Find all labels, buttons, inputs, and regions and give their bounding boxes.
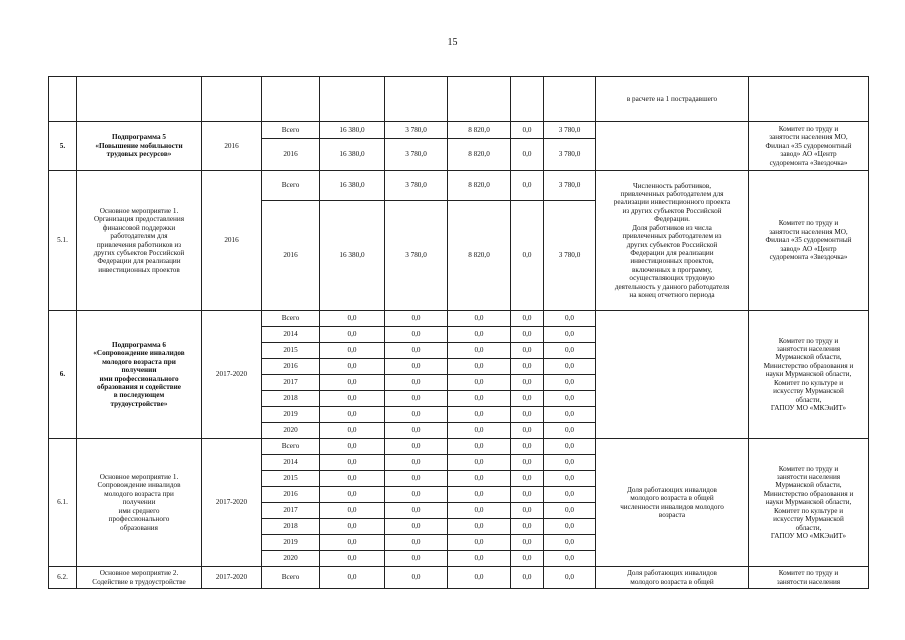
cell-col3: 0,0 bbox=[448, 551, 511, 567]
cell-col2: 0,0 bbox=[385, 535, 448, 551]
cell-total: 0,0 bbox=[320, 359, 385, 375]
cell-col2: 0,0 bbox=[385, 471, 448, 487]
cell-index: 6. bbox=[49, 311, 77, 439]
cell-executor: Комитет по труду и занятости населения bbox=[749, 567, 869, 589]
cell-executor: Комитет по труду и занятости населения МО, Филиал «35 судоремонтный завод» АО «Центр судоремонта «Звездочка» bbox=[749, 171, 869, 311]
cell-col5: 0,0 bbox=[544, 455, 596, 471]
cell-total: 0,0 bbox=[320, 439, 385, 455]
cell-total bbox=[320, 77, 385, 122]
cell-year: 2017 bbox=[262, 375, 320, 391]
cell-year bbox=[262, 77, 320, 122]
cell-col5: 0,0 bbox=[544, 391, 596, 407]
cell-indicator: Доля работающих инвалидов молодого возраста в общей bbox=[596, 567, 749, 589]
cell-index: 5.1. bbox=[49, 171, 77, 311]
cell-year: 2015 bbox=[262, 471, 320, 487]
cell-col5: 0,0 bbox=[544, 327, 596, 343]
cell-col4: 0,0 bbox=[511, 455, 544, 471]
cell-col3: 0,0 bbox=[448, 327, 511, 343]
cell-col3: 0,0 bbox=[448, 311, 511, 327]
cell-year: 2016 bbox=[262, 201, 320, 311]
cell-total: 0,0 bbox=[320, 487, 385, 503]
cell-col5: 0,0 bbox=[544, 487, 596, 503]
cell-col3: 8 820,0 bbox=[448, 201, 511, 311]
cell-executor bbox=[749, 77, 869, 122]
cell-col2: 0,0 bbox=[385, 439, 448, 455]
cell-year: 2016 bbox=[262, 139, 320, 171]
cell-year: Всего bbox=[262, 439, 320, 455]
cell-col5: 0,0 bbox=[544, 551, 596, 567]
cell-total: 0,0 bbox=[320, 503, 385, 519]
cell-col5: 0,0 bbox=[544, 311, 596, 327]
cell-col2: 3 780,0 bbox=[385, 122, 448, 139]
cell-col4 bbox=[511, 77, 544, 122]
cell-executor: Комитет по труду и занятости населения Мурманской области, Министерство образования и науки Мурманской области, Комитет по культуре и искусству Мурманской области, ГАПОУ МО «МКЭиИТ» bbox=[749, 311, 869, 439]
cell-name: Основное мероприятие 1. Организация предоставления финансовой поддержки работодателям для привлечения работников из других субъектов Российской Федерации для реализации инвестиционных проектов bbox=[77, 171, 202, 311]
cell-col2: 0,0 bbox=[385, 551, 448, 567]
cell-col3: 0,0 bbox=[448, 407, 511, 423]
cell-col5 bbox=[544, 77, 596, 122]
cell-period: 2017-2020 bbox=[202, 311, 262, 439]
cell-col4: 0,0 bbox=[511, 503, 544, 519]
cell-col4: 0,0 bbox=[511, 122, 544, 139]
cell-indicator bbox=[596, 311, 749, 439]
cell-col2 bbox=[385, 77, 448, 122]
cell-period: 2016 bbox=[202, 122, 262, 171]
cell-col5: 0,0 bbox=[544, 375, 596, 391]
cell-col5: 3 780,0 bbox=[544, 201, 596, 311]
cell-col4: 0,0 bbox=[511, 327, 544, 343]
cell-col5: 0,0 bbox=[544, 567, 596, 589]
cell-col4: 0,0 bbox=[511, 201, 544, 311]
cell-col3: 8 820,0 bbox=[448, 171, 511, 201]
cell-col4: 0,0 bbox=[511, 359, 544, 375]
cell-year: 2020 bbox=[262, 551, 320, 567]
cell-col2: 0,0 bbox=[385, 359, 448, 375]
cell-col2: 3 780,0 bbox=[385, 139, 448, 171]
program-table bbox=[48, 76, 869, 589]
cell-indicator: в расчете на 1 пострадавшего bbox=[596, 77, 749, 122]
cell-year: 2019 bbox=[262, 535, 320, 551]
cell-col4: 0,0 bbox=[511, 535, 544, 551]
cell-total: 0,0 bbox=[320, 519, 385, 535]
cell-col3: 0,0 bbox=[448, 471, 511, 487]
cell-col3: 0,0 bbox=[448, 567, 511, 589]
cell-year: Всего bbox=[262, 171, 320, 201]
cell-name: Подпрограмма 5 «Повышение мобильности трудовых ресурсов» bbox=[77, 122, 202, 171]
cell-total: 16 380,0 bbox=[320, 139, 385, 171]
cell-col4: 0,0 bbox=[511, 471, 544, 487]
cell-col5: 0,0 bbox=[544, 519, 596, 535]
cell-total: 0,0 bbox=[320, 407, 385, 423]
cell-total: 0,0 bbox=[320, 343, 385, 359]
cell-col5: 0,0 bbox=[544, 423, 596, 439]
cell-col2: 3 780,0 bbox=[385, 171, 448, 201]
cell-col2: 3 780,0 bbox=[385, 201, 448, 311]
cell-col4: 0,0 bbox=[511, 439, 544, 455]
cell-total: 16 380,0 bbox=[320, 201, 385, 311]
table-row bbox=[49, 311, 869, 327]
cell-col4: 0,0 bbox=[511, 423, 544, 439]
cell-col3: 0,0 bbox=[448, 343, 511, 359]
cell-col2: 0,0 bbox=[385, 503, 448, 519]
cell-year: 2014 bbox=[262, 327, 320, 343]
page-number: 15 bbox=[447, 37, 458, 48]
cell-total: 0,0 bbox=[320, 471, 385, 487]
cell-col2: 0,0 bbox=[385, 519, 448, 535]
cell-col5: 0,0 bbox=[544, 471, 596, 487]
cell-col5: 3 780,0 bbox=[544, 171, 596, 201]
cell-col5: 3 780,0 bbox=[544, 139, 596, 171]
cell-year: 2016 bbox=[262, 359, 320, 375]
cell-col3 bbox=[448, 77, 511, 122]
cell-year: Всего bbox=[262, 567, 320, 589]
cell-col2: 0,0 bbox=[385, 423, 448, 439]
cell-col3: 8 820,0 bbox=[448, 139, 511, 171]
cell-col5: 0,0 bbox=[544, 407, 596, 423]
table-row bbox=[49, 439, 869, 455]
cell-index: 6.1. bbox=[49, 439, 77, 567]
cell-index: 6.2. bbox=[49, 567, 77, 589]
cell-col4: 0,0 bbox=[511, 311, 544, 327]
cell-name: Основное мероприятие 1. Сопровождение инвалидов молодого возраста при получении ими среднего профессионального образования bbox=[77, 439, 202, 567]
cell-col2: 0,0 bbox=[385, 455, 448, 471]
cell-col3: 0,0 bbox=[448, 375, 511, 391]
cell-total: 0,0 bbox=[320, 423, 385, 439]
cell-col5: 0,0 bbox=[544, 503, 596, 519]
cell-total: 0,0 bbox=[320, 391, 385, 407]
cell-total: 0,0 bbox=[320, 551, 385, 567]
cell-indicator: Доля работающих инвалидов молодого возраста в общей численности инвалидов молодого возраста bbox=[596, 439, 749, 567]
cell-col3: 0,0 bbox=[448, 487, 511, 503]
cell-total: 0,0 bbox=[320, 567, 385, 589]
cell-col4: 0,0 bbox=[511, 407, 544, 423]
cell-col4: 0,0 bbox=[511, 375, 544, 391]
cell-index bbox=[49, 77, 77, 122]
cell-col4: 0,0 bbox=[511, 519, 544, 535]
cell-col2: 0,0 bbox=[385, 487, 448, 503]
cell-total: 0,0 bbox=[320, 327, 385, 343]
cell-indicator: Численность работников, привлеченных работодателем для реализации инвестиционного проекта из других субъектов Российской Федерации. Доля работников из числа привлеченных работодателем из других субъектов Российской Федерации для реализации инвестиционных проектов, включенных в программу, осуществляющих трудовую деятельность у данного работодателя на конец отчетного периода bbox=[596, 171, 749, 311]
cell-executor: Комитет по труду и занятости населения Мурманской области, Министерство образования и науки Мурманской области, Комитет по культуре и искусству Мурманской области, ГАПОУ МО «МКЭиИТ» bbox=[749, 439, 869, 567]
cell-period bbox=[202, 77, 262, 122]
cell-year: Всего bbox=[262, 311, 320, 327]
cell-total: 16 380,0 bbox=[320, 171, 385, 201]
cell-col5: 0,0 bbox=[544, 343, 596, 359]
cell-col4: 0,0 bbox=[511, 171, 544, 201]
cell-year: 2018 bbox=[262, 391, 320, 407]
cell-total: 0,0 bbox=[320, 455, 385, 471]
cell-col3: 0,0 bbox=[448, 359, 511, 375]
cell-total: 0,0 bbox=[320, 535, 385, 551]
table-row bbox=[49, 567, 869, 589]
cell-executor: Комитет по труду и занятости населения МО, Филиал «35 судоремонтный завод» АО «Центр судоремонта «Звездочка» bbox=[749, 122, 869, 171]
table-row bbox=[49, 122, 869, 139]
cell-name: Подпрограмма 6 «Сопровождение инвалидов молодого возраста при получении ими профессионального образования и содействие в последующем трудоустройстве» bbox=[77, 311, 202, 439]
cell-col3: 0,0 bbox=[448, 535, 511, 551]
cell-col2: 0,0 bbox=[385, 375, 448, 391]
cell-indicator bbox=[596, 122, 749, 171]
cell-col4: 0,0 bbox=[511, 391, 544, 407]
cell-col3: 0,0 bbox=[448, 391, 511, 407]
cell-col5: 0,0 bbox=[544, 535, 596, 551]
cell-col3: 0,0 bbox=[448, 519, 511, 535]
cell-name bbox=[77, 77, 202, 122]
cell-year: 2017 bbox=[262, 503, 320, 519]
cell-col2: 0,0 bbox=[385, 407, 448, 423]
cell-col2: 0,0 bbox=[385, 567, 448, 589]
cell-col3: 0,0 bbox=[448, 439, 511, 455]
cell-col4: 0,0 bbox=[511, 567, 544, 589]
cell-col5: 0,0 bbox=[544, 439, 596, 455]
cell-year: 2014 bbox=[262, 455, 320, 471]
cell-year: 2020 bbox=[262, 423, 320, 439]
cell-year: 2015 bbox=[262, 343, 320, 359]
cell-col2: 0,0 bbox=[385, 391, 448, 407]
cell-period: 2017-2020 bbox=[202, 439, 262, 567]
cell-year: 2016 bbox=[262, 487, 320, 503]
cell-year: 2018 bbox=[262, 519, 320, 535]
cell-col4: 0,0 bbox=[511, 487, 544, 503]
cell-col4: 0,0 bbox=[511, 139, 544, 171]
cell-col3: 0,0 bbox=[448, 455, 511, 471]
cell-col2: 0,0 bbox=[385, 327, 448, 343]
cell-period: 2017-2020 bbox=[202, 567, 262, 589]
cell-period: 2016 bbox=[202, 171, 262, 311]
table-row bbox=[49, 171, 869, 201]
cell-col3: 8 820,0 bbox=[448, 122, 511, 139]
cell-index: 5. bbox=[49, 122, 77, 171]
cell-total: 0,0 bbox=[320, 375, 385, 391]
table-row-continuation bbox=[49, 77, 869, 122]
cell-name: Основное мероприятие 2. Содействие в трудоустройстве bbox=[77, 567, 202, 589]
cell-col4: 0,0 bbox=[511, 551, 544, 567]
cell-col3: 0,0 bbox=[448, 503, 511, 519]
cell-col5: 3 780,0 bbox=[544, 122, 596, 139]
cell-year: Всего bbox=[262, 122, 320, 139]
cell-total: 16 380,0 bbox=[320, 122, 385, 139]
cell-col5: 0,0 bbox=[544, 359, 596, 375]
cell-total: 0,0 bbox=[320, 311, 385, 327]
cell-col2: 0,0 bbox=[385, 311, 448, 327]
cell-col2: 0,0 bbox=[385, 343, 448, 359]
cell-col4: 0,0 bbox=[511, 343, 544, 359]
cell-col3: 0,0 bbox=[448, 423, 511, 439]
cell-year: 2019 bbox=[262, 407, 320, 423]
